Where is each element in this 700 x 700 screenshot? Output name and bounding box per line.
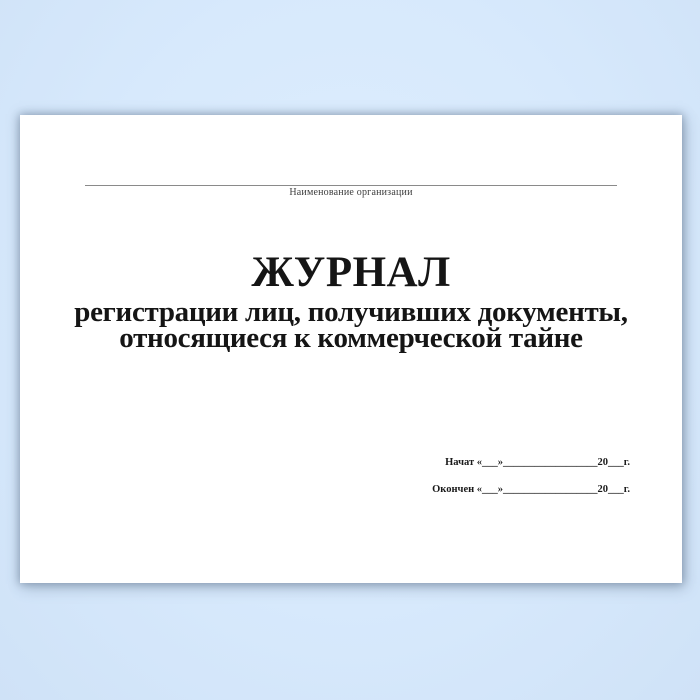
journal-title: ЖУРНАЛ	[251, 249, 451, 296]
journal-subtitle-line1: регистрации лиц, получивших документы,	[74, 296, 628, 328]
journal-cover-page	[20, 115, 682, 583]
started-date-field: Начат «___»__________________20___г.	[445, 457, 630, 468]
finished-date-field: Окончен «___»__________________20___г.	[432, 484, 630, 495]
journal-subtitle-line2: относящиеся к коммерческой тайне	[119, 322, 583, 354]
date-fields	[432, 449, 630, 503]
organization-name-caption: Наименование организации	[289, 187, 413, 198]
journal-subtitle	[20, 296, 682, 354]
organization-name-blank-line	[85, 185, 617, 186]
